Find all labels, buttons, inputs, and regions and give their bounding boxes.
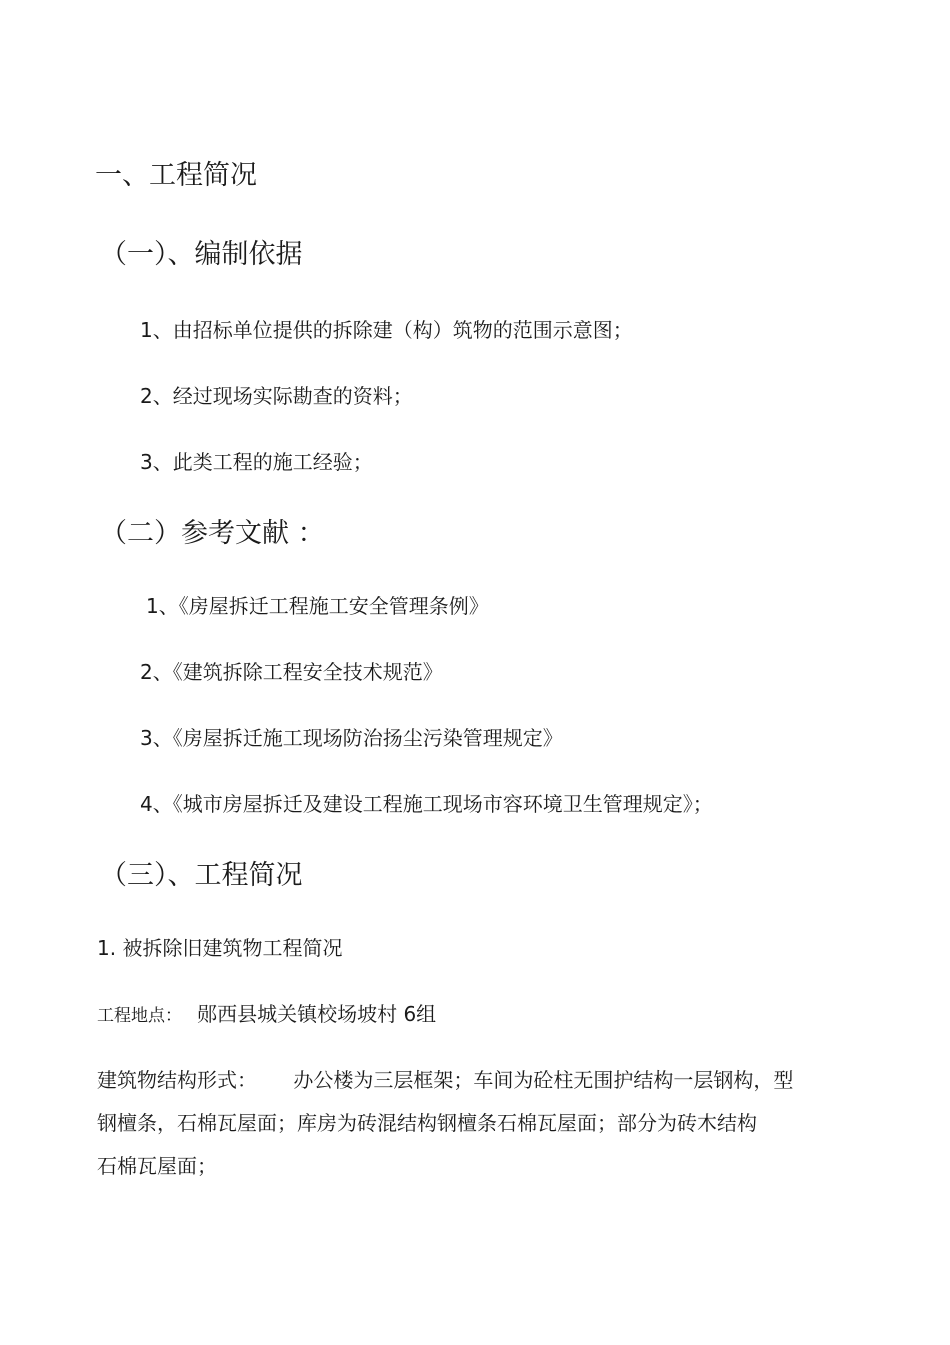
reference-item-3: 3、《房屋拆迁施工现场防治扬尘污染管理规定》 [140, 726, 563, 750]
references-heading: （二）参考文献 ： [100, 518, 325, 549]
structure-label: 建筑物结构形式： [97, 1068, 257, 1092]
location-value: 郧西县城关镇校场坡村 6组 [197, 1002, 437, 1026]
overview-heading: （三）、工程简况 [100, 860, 303, 891]
reference-item-4: 4、《城市房屋拆迁及建设工程施工现场市容环境卫生管理规定》； [140, 792, 713, 816]
structure-row [97, 1070, 793, 1090]
location-row [97, 1004, 436, 1025]
section-title: 一、工程简况 [95, 160, 257, 191]
basis-item-2: 2、经过现场实际勘查的资料； [140, 384, 413, 408]
overview-subheading: 1. 被拆除旧建筑物工程简况 [97, 936, 343, 960]
reference-item-1: 1、《房屋拆迁工程施工安全管理条例》 [146, 594, 489, 618]
location-label: 工程地点： [97, 1006, 182, 1026]
reference-item-2: 2、《建筑拆除工程安全技术规范》 [140, 660, 443, 684]
structure-line-1: 办公楼为三层框架；车间为砼柱无围护结构一层钢构，型 [293, 1068, 794, 1092]
structure-line-3: 石棉瓦屋面； [97, 1154, 217, 1178]
basis-item-3: 3、此类工程的施工经验； [140, 450, 373, 474]
basis-heading: （一）、编制依据 [100, 239, 303, 270]
basis-item-1: 1、由招标单位提供的拆除建（构）筑物的范围示意图； [140, 318, 633, 342]
structure-line-2: 钢檀条，石棉瓦屋面；库房为砖混结构钢檀条石棉瓦屋面；部分为砖木结构 [97, 1111, 757, 1135]
